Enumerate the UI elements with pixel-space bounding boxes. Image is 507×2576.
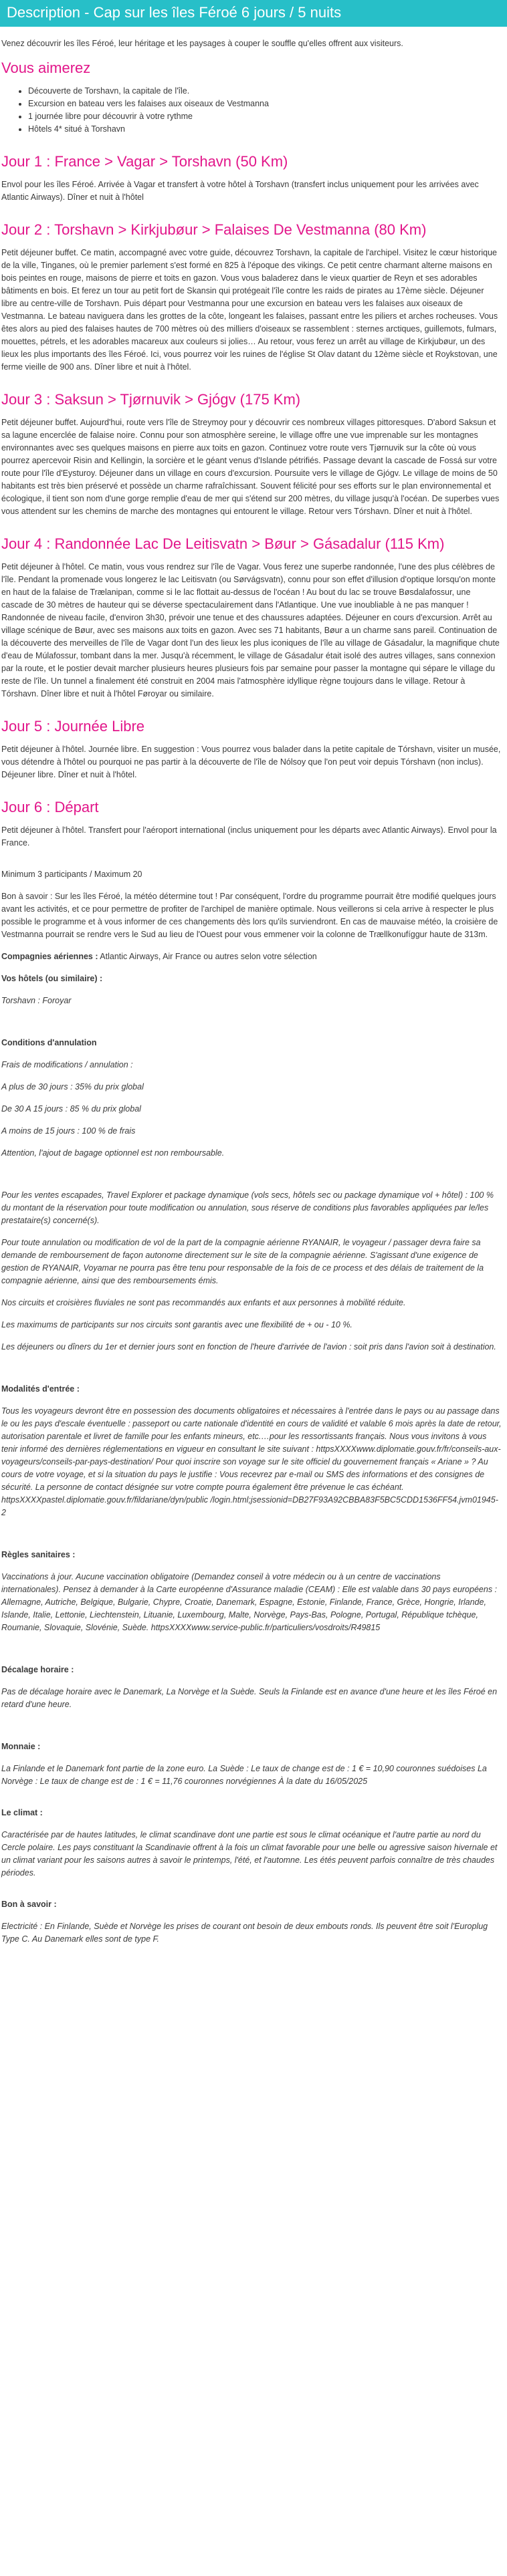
page-title: Description - Cap sur les îles Féroé 6 jours / 5 nuits xyxy=(0,0,507,27)
day-4-heading: Jour 4 : Randonnée Lac De Leitisvatn > Bøur > Gásadalur (115 Km) xyxy=(1,535,445,552)
note-text: Les maximums de participants sur nos circuits sont garantis avec une flexibilité de + ou - 10 %. xyxy=(1,1320,352,1329)
day-3-heading: Jour 3 : Saksun > Tjørnuvik > Gjógv (175 Km) xyxy=(1,391,301,408)
hotels-label: Vos hôtels (ou similaire) : xyxy=(1,974,103,983)
cancellation-line: Attention, l'ajout de bagage optionnel est non remboursable. xyxy=(1,1148,225,1158)
day-6-text: Petit déjeuner à l'hôtel. Transfert pour l'aéroport international (inclus uniquement pour les départs avec Atlantic Airways). Envol pour la France. xyxy=(1,825,497,848)
companies-label: Compagnies aériennes : xyxy=(1,952,98,961)
day-1-heading: Jour 1 : France > Vagar > Torshavn (50 Km) xyxy=(1,153,288,170)
day-4-text: Petit déjeuner à l'hôtel. Ce matin, vous vous rendrez sur l'île de Vagar. Vous ferez une superbe randonnée, l'une des plus célèbres de l'île. Pendant la promenade vous longerez le lac Leitisvatn (ou Sørvágsvatn), connu pour son effet d'illusion d'optique lorsqu'on monte en haut de la falaise de Trælanipan, comme si le lac flottait au-dessus de l'océan ! Au bout du lac se trouve Bøsdalafossur, une cascade de 30 mètres de hauteur qui se déverse spectaculairement dans l'Atlantique. Une vue inoubliable à ne pas manquer ! Randonnée de niveau facile, d'environ 3h30, prévoir une tenue et des chaussures adaptées. Déjeuner en cours d'excursion. Arrêt au village scénique de Bøur, avec ses maisons aux toits en gazon. Avec ses 71 habitants, Bøur a un charme sans pareil. Continuation de la découverte des merveilles de l'île de Vagar dont l'un des lieux les plus iconiques de l'île au village de Gásadalur, la magnifique chute d'eau de Múlafossur, tombant dans la mer. Jusqu'à récemment, le village de Gásadalur était isolé des autres villages, sans connexion par la route, et le postier devait marcher plusieurs heures plusieurs fois par semaine pour passer la montagne qui sépare le village du reste de l'île. Un tunnel a finalement été construit en 2004 mais l'atmosphère idyllique règne toujours dans le village. Retour à Tórshavn. Dîner libre et nuit à l'hôtel Føroyar ou similaire. xyxy=(1,562,500,698)
list-item: • 1 journée libre pour découvrir à votre rythme xyxy=(28,110,502,123)
good-to-know-text: Electricité : En Finlande, Suède et Norvège les prises de courant ont besoin de deux embouts ronds. Ils peuvent être soit l'Europlug Type C. Au Danemark elles sont de type F. xyxy=(1,1922,488,1944)
companies-value: Atlantic Airways, Air France ou autres selon votre sélection xyxy=(98,952,317,961)
content xyxy=(0,37,507,1968)
timezone-text: Pas de décalage horaire avec le Danemark, La Norvège et la Suède. Seuls la Finlande est en avance d'une heure et les îles Féroé en retard d'une heure. xyxy=(1,1687,498,1709)
good-to-know-heading: Bon à savoir : xyxy=(1,1900,57,1909)
currency-text: La Finlande et le Danemark font partie de la zone euro. La Suède : Le taux de change est de : 1 € = 10,90 couronnes suédoises La Norvège : Le taux de change est de : 1 € = 11,76 couronnes norvégiennes À la date du 16/05/2025 xyxy=(1,1764,487,1786)
participants-text: Minimum 3 participants / Maximum 20 xyxy=(1,870,142,879)
hotels-value: Torshavn : Foroyar xyxy=(1,996,72,1005)
highlights-list xyxy=(1,85,502,136)
climate-text: Caractérisée par de hautes latitudes, le climat scandinave dont une partie est sous le climat océanique et l'autre partie au nord du Cercle polaire. Les pays constituant la Scandinavie offrent à la fois un climat favorable pour une belle ou agressive saison hivernale et un climat variant pour les saisons autres à savoir le printemps, l'été, et l'automne. Les étés peuvent parfois connaître de très chaudes périodes. xyxy=(1,1830,498,1878)
list-item: • Découverte de Torshavn, la capitale de l'île. xyxy=(28,85,502,98)
note-text: Nos circuits et croisières fluviales ne sont pas recommandés aux enfants et aux personnes à mobilité réduite. xyxy=(1,1298,406,1307)
day-2-text: Petit déjeuner buffet. Ce matin, accompagné avec votre guide, découvrez Torshavn, la capitale de l'archipel. Visitez le cœur historique de la ville, Tinganes, où le premier parlement s'est formé en 825 à l'époque des vikings. Ce petit centre charmant alterne maisons en bois peintes en rouge, maisons de pierre et toits en gazon. Vous vous baladerez dans le vieux quartier de Reyn et ses adorables bâtiments en bois. Et ferez un tour au petit fort de Skansin qui protégeait l'île contre les raids de pirates au 17ème siècle. Déjeuner libre au centre-ville de Torshavn. Puis départ pour Vestmanna pour une excursion en bateau vers les falaises aux oiseaux de Vestmanna. Le bateau naviguera dans les grottes de la côte, longeant les falaises, passant entre les piliers et arches rocheuses. Vous êtes alors au pied des falaises hautes de 700 mètres où des milliers d'oiseaux se rassemblent : sternes arctiques, guillemots, fulmars, mouettes, pétrels, et les adorables macareux aux couleurs si jolies… Au retour, vous ferez un arrêt au village de Kirkjubøur, un des lieux les plus importants des îles Féroé. Ici, vous pourrez voir les ruines de l'église St Olav datant du 12ème siècle et Roykstovan, une ferme vieille de 900 ans. Dîner libre et nuit à l'hôtel. xyxy=(1,248,498,372)
timezone-heading: Décalage horaire : xyxy=(1,1665,74,1674)
cancellation-line: A moins de 15 jours : 100 % de frais xyxy=(1,1126,136,1136)
bon-a-savoir-text: Bon à savoir : Sur les îles Féroé, la météo détermine tout ! Par conséquent, l'ordre du programme pourrait être modifié quelques jours avant les activités, et ce pour permettre de profiter de l'archipel de manière optimale. Nous veillerons si cela arrive à respecter le plus possible le programme et à vous informer de ces changements dès lors qu'ils surviendront. En cas de mauvaise météo, la croisière de Vestmanna pourrait se rendre vers le Sud au lieu de l'Ouest pour vous emmener voir la colonne de Trællkonufíggur haute de 313m. xyxy=(1,892,498,939)
highlights-heading: Vous aimerez xyxy=(1,59,91,76)
day-5-text: Petit déjeuner à l'hôtel. Journée libre. En suggestion : Vous pourrez vous balader dans la petite capitale de Tórshavn, visiter un musée, vous détendre à l'hôtel ou pourquoi ne pas partir à la découverte de l'île de Nólsoy que l'on peut voir depuis Tórshavn (non inclus). Déjeuner libre. Dîner et nuit à l'hôtel. xyxy=(1,745,501,779)
day-5-heading: Jour 5 : Journée Libre xyxy=(1,718,145,735)
climate-heading: Le climat : xyxy=(1,1808,43,1817)
entry-heading: Modalités d'entrée : xyxy=(1,1384,80,1394)
health-text: Vaccinations à jour. Aucune vaccination obligatoire (Demandez conseil à votre médecin ou à un centre de vaccinations internationales). Pensez à demander à la Carte européenne d'Assurance maladie (CEAM) : Elle est valable dans 30 pays européens : Allemagne, Autriche, Belgique, Bulgarie, Chypre, Croatie, Danemark, Espagne, Estonie, Finlande, France, Grèce, Hongrie, Irlande, Islande, Italie, Lettonie, Liechtenstein, Lituanie, Luxembourg, Malte, Norvège, Pays-Bas, Pologne, Portugal, République tchèque, Roumanie, Slovaquie, Slovénie, Suède. httpsXXXXwww.service-public.fr/particuliers/vosdroits/R49815 xyxy=(1,1572,498,1632)
day-1-text: Envol pour les îles Féroé. Arrivée à Vagar et transfert à votre hôtel à Torshavn (transfert inclus uniquement pour les arrivées avec Atlantic Airways). Dîner et nuit à l'hôtel xyxy=(1,180,479,202)
currency-heading: Monnaie : xyxy=(1,1742,41,1751)
list-item: • Excursion en bateau vers les falaises aux oiseaux de Vestmanna xyxy=(28,98,502,110)
cancellation-line: Frais de modifications / annulation : xyxy=(1,1060,133,1069)
note-text: Les déjeuners ou dîners du 1er et dernier jours sont en fonction de l'heure d'arrivée de l'avion : soit pris dans l'avion soit à destination. xyxy=(1,1342,496,1351)
intro-text: Venez découvrir les îles Féroé, leur héritage et les paysages à couper le souffle qu'elles offrent aux visiteurs. xyxy=(1,39,403,48)
list-item: • Hôtels 4* situé à Torshavn xyxy=(28,123,502,136)
note-text: Pour toute annulation ou modification de vol de la part de la compagnie aérienne RYANAIR, le voyageur / passager devra faire sa demande de remboursement de façon autonome directement sur le site de la compagnie aérienne. S'agissant d'une exigence de gestion de RYANAIR, Voyamar ne pourra pas être tenu pour responsable de la fois de ce process et des délais de traitement de la compagnie aérienne, ainsi que des remboursements émis. xyxy=(1,1238,484,1285)
companies-line xyxy=(1,950,502,963)
day-6-heading: Jour 6 : Départ xyxy=(1,799,99,815)
cancellation-line: A plus de 30 jours : 35% du prix global xyxy=(1,1082,144,1091)
day-2-heading: Jour 2 : Torshavn > Kirkjubøur > Falaises De Vestmanna (80 Km) xyxy=(1,221,427,238)
cancellation-heading: Conditions d'annulation xyxy=(1,1038,97,1047)
day-3-text: Petit déjeuner buffet. Aujourd'hui, route vers l'île de Streymoy pour y découvrir ces nombreux villages pittoresques. D'abord Saksun et sa lagune encerclée de falaise noire. Connu pour son atmosphère sereine, le village offre une vue imprenable sur les montagnes environnantes avec ses quelques maisons en pierre aux toits en gazon. Continuez votre route vers Tjørnuvik sur la côte où vous pourrez apercevoir Risin and Kellingin, la sorcière et le géant venus d'Islande pétrifiés. Passage devant la cascade de Fossá sur votre route pour l'île d'Eysturoy. Déjeuner dans un village en cours d'excursion. Poursuite vers le village de Gjógv. Le village de moins de 50 habitants est très bien préservé et possède un charme rafraîchissant. Souvent félicité pour ses efforts sur le plan environnemental et écologique, il tient son nom d'une gorge remplie d'eau de mer qui s'étend sur 200 mètres, du village jusqu'à l'océan. De superbes vues vous attendent sur les chemins de marche des montagnes qui entourent le village. Retour vers Tórshavn. Dîner et nuit à l'hôtel. xyxy=(1,418,500,516)
cancellation-line: De 30 A 15 jours : 85 % du prix global xyxy=(1,1104,141,1114)
note-text: Pour les ventes escapades, Travel Explorer et package dynamique (vols secs, hôtels sec ou package dynamique vol + hôtel) : 100 % du montant de la réservation pour toute modification ou annulation, sous réserve de conditions plus favorables appliquées par le/les prestataire(s) concerné(s). xyxy=(1,1190,494,1225)
health-heading: Règles sanitaires : xyxy=(1,1550,76,1559)
entry-text: Tous les voyageurs devront être en possession des documents obligatoires et nécessaires à l'entrée dans le pays ou au passage dans le ou les pays d'escale éventuelle : passeport ou carte nationale d'identité en cours de validité et valable 6 mois après la date de retour, autorisation parentale et livret de famille pour les enfants mineurs, etc.…pour les ressortissants français. Nous vous invitons à vous tenir informé des dernières réglementations en vigueur en consultant le site suivant : httpsXXXXwww.diplomatie.gouv.fr/fr/conseils-aux-voyageurs/conseils-par-pays-destination/ Pour quoi inscrire son voyage sur le site officiel du gouvernement français « Ariane » ? Au cours de votre voyage, et si la situation du pays le justifie : Vous recevrez par e-mail ou SMS des informations et des consignes de sécurité. La personne de contact désignée sur votre compte pourra également être prévenue le cas échéant. httpsXXXXpastel.diplomatie.gouv.fr/fildariane/dyn/public /login.html;jsessionid=DB27F93A92CBBA83F5BC5CDD1536FF54.jvm01945-2 xyxy=(1,1406,502,1517)
